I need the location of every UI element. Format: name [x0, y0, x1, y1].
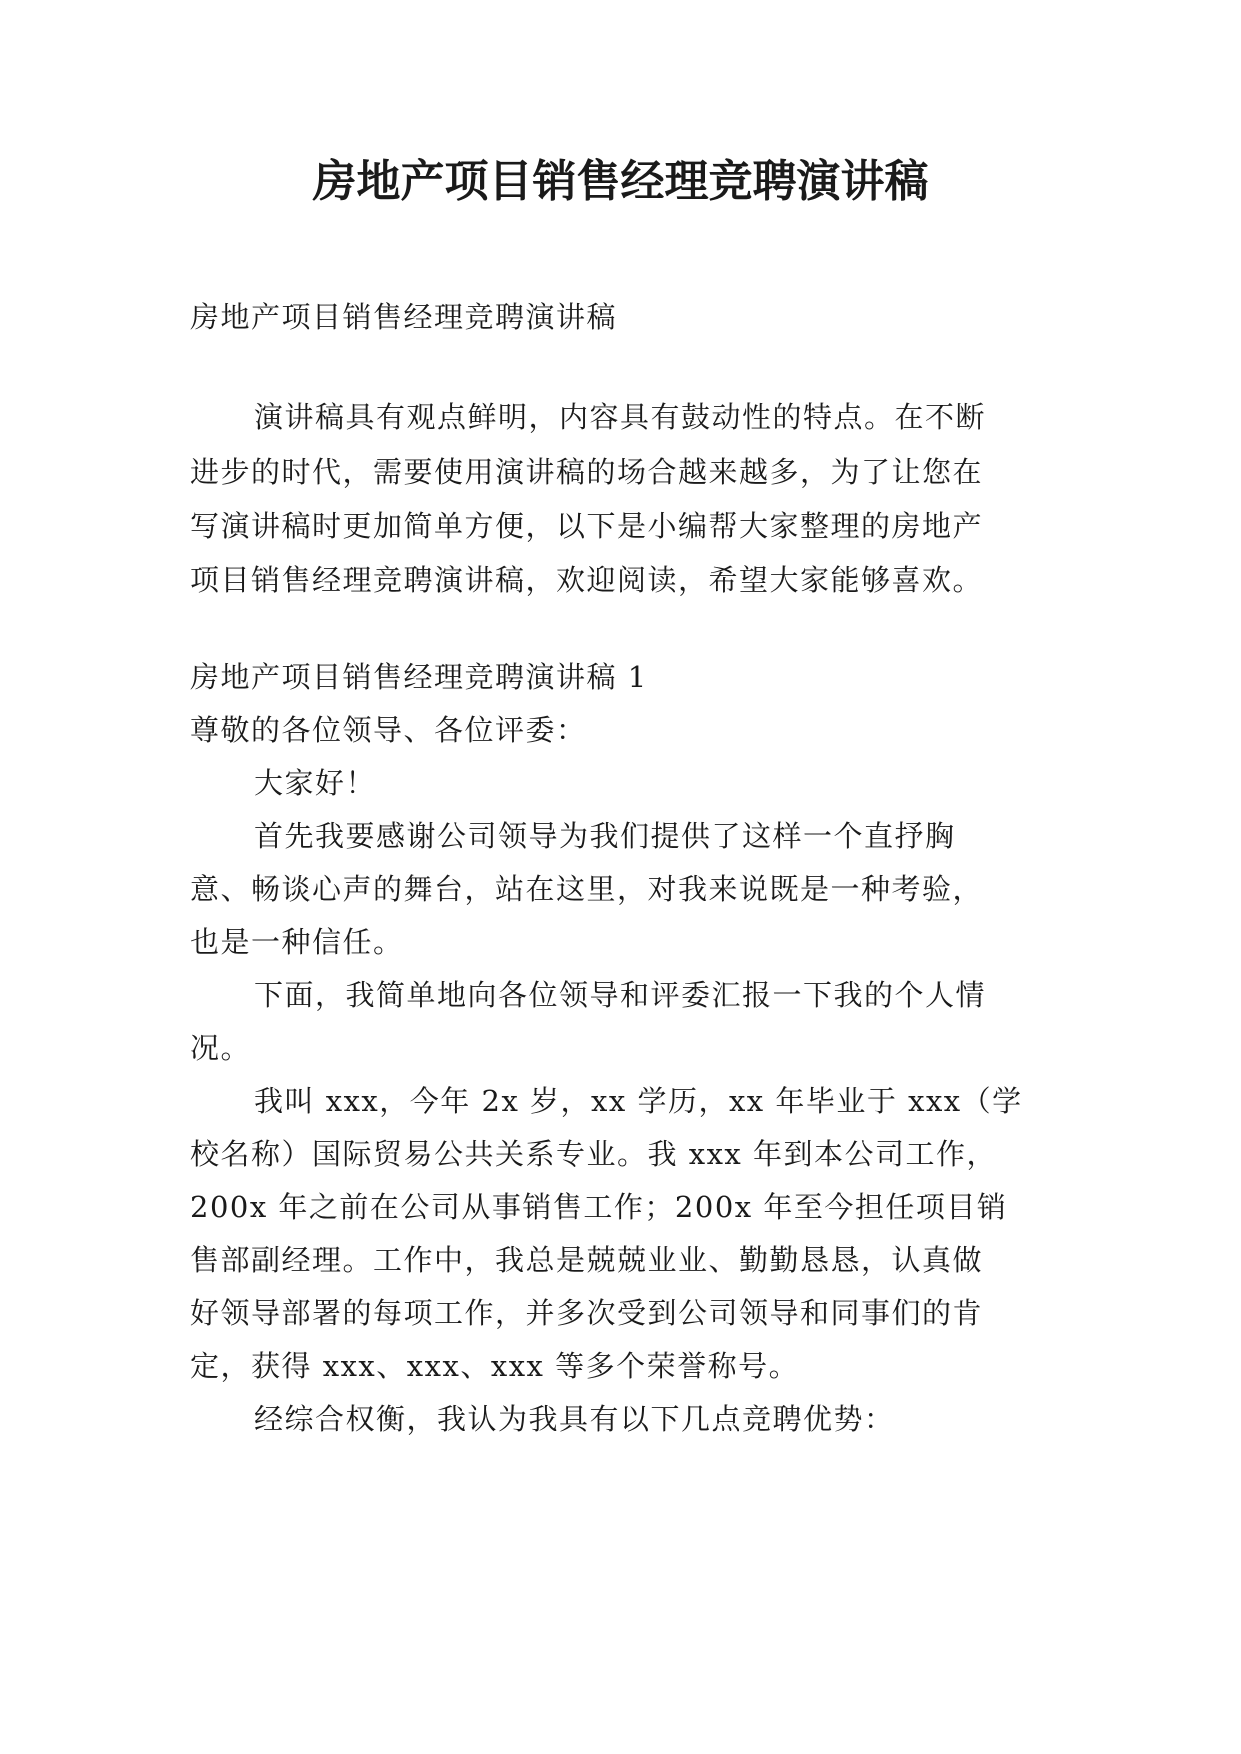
paragraph-line: 好领导部署的每项工作，并多次受到公司领导和同事们的肯: [190, 1296, 984, 1330]
section-heading: 房地产项目销售经理竞聘演讲稿 1: [190, 660, 648, 694]
paragraph-line: 首先我要感谢公司领导为我们提供了这样一个直抒胸: [254, 819, 956, 853]
paragraph-line: 我叫 xxx，今年 2x 岁，xx 学历，xx 年毕业于 xxx（学: [254, 1084, 1023, 1118]
intro-line-3: 写演讲稿时更加简单方便，以下是小编帮大家整理的房地产: [190, 509, 984, 543]
paragraph-line: 定，获得 xxx、xxx、xxx 等多个荣誉称号。: [190, 1349, 800, 1383]
paragraph-line: 售部副经理。工作中，我总是兢兢业业、勤勤恳恳，认真做: [190, 1243, 984, 1277]
intro-line-4: 项目销售经理竞聘演讲稿，欢迎阅读，希望大家能够喜欢。: [190, 563, 984, 597]
subtitle-line: 房地产项目销售经理竞聘演讲稿: [190, 300, 618, 334]
greeting-line: 大家好！: [254, 766, 377, 800]
paragraph-line: 校名称）国际贸易公共关系专业。我 xxx 年到本公司工作，: [190, 1137, 998, 1171]
paragraph-line: 下面，我简单地向各位领导和评委汇报一下我的个人情: [254, 978, 987, 1012]
paragraph-line: 也是一种信任。: [190, 925, 404, 959]
intro-line-2: 进步的时代，需要使用演讲稿的场合越来越多，为了让您在: [190, 455, 984, 489]
document-title: 房地产项目销售经理竞聘演讲稿: [312, 156, 929, 207]
paragraph-line: 200x 年之前在公司从事销售工作；200x 年至今担任项目销: [190, 1190, 1008, 1224]
paragraph-line: 况。: [190, 1031, 252, 1065]
paragraph-line: 经综合权衡，我认为我具有以下几点竞聘优势：: [254, 1402, 895, 1436]
salutation-line: 尊敬的各位领导、各位评委：: [190, 713, 587, 747]
paragraph-line: 意、畅谈心声的舞台，站在这里，对我来说既是一种考验，: [190, 872, 984, 906]
intro-line-1: 演讲稿具有观点鲜明，内容具有鼓动性的特点。在不断: [254, 400, 987, 434]
